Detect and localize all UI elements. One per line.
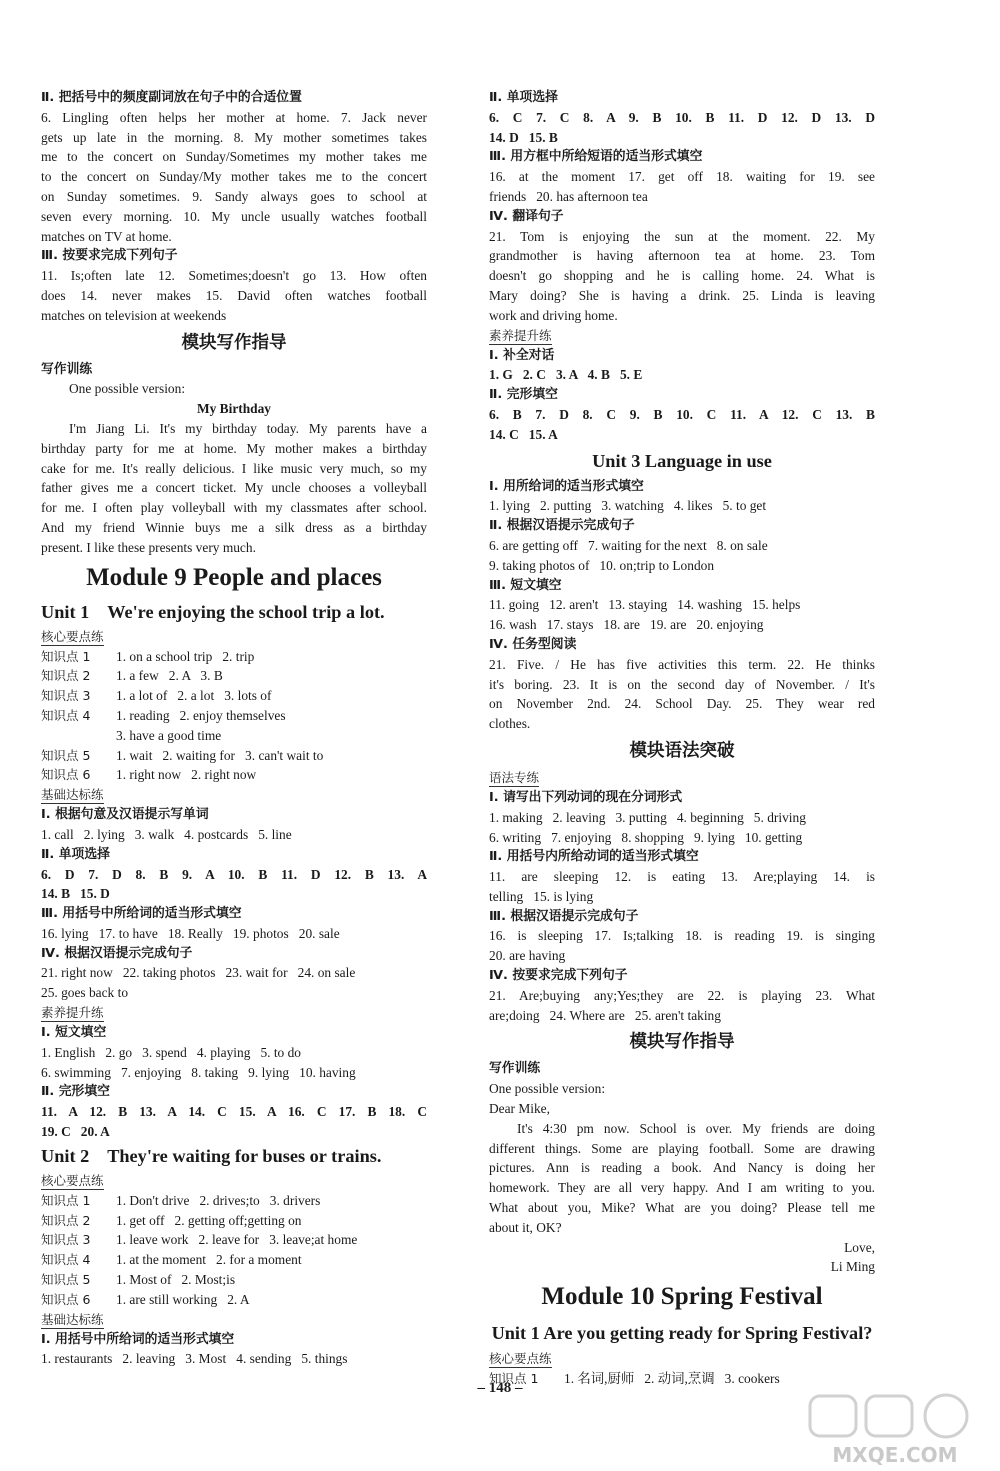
- unit-title: Unit 1 Are you getting ready for Spring Festival?: [491, 1323, 873, 1344]
- exercise-tag: 核心要点练: [41, 1172, 104, 1188]
- knowledge-point-label: 知识点 2: [41, 668, 91, 684]
- section-heading: Ⅳ. 根据汉语提示完成句子: [41, 945, 193, 961]
- answer-line: 16. wash 17. stays 18. are 19. are 20. enjoying: [489, 617, 764, 633]
- section-heading: Ⅱ. 完形填空: [489, 387, 558, 403]
- knowledge-point-row: [41, 706, 427, 726]
- knowledge-point-answers: 1. get off 2. getting off;getting on: [116, 1212, 302, 1228]
- answer-line: seven every morning. 10. My uncle usually watches football: [41, 208, 427, 224]
- answer-line: gets up late in the morning. 8. My mother sometimes takes: [41, 129, 427, 145]
- exercise-tag: 基础达标练: [41, 787, 104, 803]
- exercise-tag: 语法专练: [489, 769, 540, 785]
- knowledge-point-row: [41, 765, 427, 785]
- answer-line: to the concert on Sunday/My mother takes me to the concert: [41, 169, 427, 185]
- answer-line: 1. G 2. C 3. A 4. B 5. E: [489, 367, 643, 383]
- answer-line: 11. going 12. aren't 13. staying 14. washing 15. helps: [489, 597, 801, 613]
- knowledge-point-label: 知识点 3: [41, 1232, 91, 1248]
- knowledge-point-answers: 1. right now 2. right now: [116, 767, 257, 783]
- answer-line: 1. restaurants 2. leaving 3. Most 4. sending 5. things: [41, 1351, 348, 1367]
- exercise-tag: 核心要点练: [489, 1351, 552, 1367]
- knowledge-point-label: 知识点 4: [41, 1252, 91, 1268]
- answer-line: 20. are having: [489, 948, 566, 964]
- answer-line: 6. swimming 7. enjoying 8. taking 9. lying 10. having: [41, 1064, 356, 1080]
- knowledge-point-answers: 1. Don't drive 2. drives;to 3. drivers: [116, 1192, 321, 1208]
- knowledge-point-answers: 1. on a school trip 2. trip: [116, 648, 255, 664]
- answer-line: 1. call 2. lying 3. walk 4. postcards 5. line: [41, 826, 292, 842]
- section-heading: Ⅰ. 用所给词的适当形式填空: [489, 478, 644, 494]
- svg-text:MXQE.COM: MXQE.COM: [832, 1443, 958, 1467]
- knowledge-point-answers: 1. reading 2. enjoy themselves: [116, 707, 286, 723]
- answer-line: different things. Some are playing football. Some are drawing: [489, 1140, 875, 1156]
- answer-line: clothes.: [489, 716, 531, 732]
- knowledge-point-answers: 1. leave work 2. leave for 3. leave;at home: [116, 1232, 358, 1248]
- knowledge-point-answers: 1. are still working 2. A: [116, 1291, 250, 1307]
- exercise-tag: 基础达标练: [41, 1311, 104, 1327]
- section-heading: Ⅰ. 根据句意及汉语提示写单词: [41, 807, 209, 823]
- section-heading: Ⅳ. 翻译句子: [489, 208, 564, 224]
- answer-line: 19. C 20. A: [41, 1124, 110, 1140]
- knowledge-point-row: [41, 666, 427, 686]
- section-heading: Ⅲ. 根据汉语提示完成句子: [489, 908, 639, 924]
- unit-title: Unit 2 They're waiting for buses or trains.: [41, 1145, 382, 1166]
- knowledge-point-answers: 1. a few 2. A 3. B: [116, 668, 223, 684]
- answer-line: 6. C 7. C 8. A 9. B 10. B 11. D 12. D 13. D: [489, 109, 875, 125]
- knowledge-point-label: 知识点 6: [41, 1291, 91, 1307]
- answer-line: telling 15. is lying: [489, 888, 594, 904]
- knowledge-point-row: [41, 1250, 427, 1270]
- exercise-tag-row: [41, 785, 427, 805]
- answer-line: One possible version:: [489, 1081, 606, 1097]
- answer-line: 21. right now 22. taking photos 23. wait for 24. on sale: [41, 965, 356, 981]
- knowledge-point-row: [41, 1211, 427, 1231]
- answer-line: Dear Mike,: [489, 1101, 550, 1117]
- answer-line: matches on television at weekends: [41, 307, 227, 323]
- knowledge-point-row: [41, 1191, 427, 1211]
- answer-line: friends 20. has afternoon tea: [489, 188, 648, 204]
- knowledge-point-label: 知识点 1: [41, 1192, 91, 1208]
- knowledge-point-label: 知识点 1: [41, 648, 91, 664]
- exercise-tag-row: [41, 1171, 427, 1191]
- exercise-tag: 核心要点练: [41, 628, 104, 644]
- knowledge-point-answers: 1. a lot of 2. a lot 3. lots of: [116, 688, 272, 704]
- answer-line: present. I like these presents very much.: [41, 539, 256, 555]
- section-heading: Ⅲ. 用括号中所给词的适当形式填空: [41, 906, 242, 922]
- answer-line: father gives me a concert ticket. My uncle chooses a volleyball: [41, 480, 427, 496]
- answer-line: 6. B 7. D 8. C 9. B 10. C 11. A 12. C 13. B: [489, 406, 875, 422]
- section-heading: Ⅱ. 用括号内所给动词的适当形式填空: [489, 849, 699, 865]
- exercise-tag-row: [489, 1349, 875, 1369]
- knowledge-point-row: [41, 647, 427, 667]
- knowledge-point-answers: 1. Most of 2. Most;is: [116, 1272, 236, 1288]
- module-title: Module 9 People and places: [86, 563, 382, 591]
- answer-line: 14. C 15. A: [489, 426, 558, 442]
- answer-line: 1. English 2. go 3. spend 4. playing 5. to do: [41, 1044, 301, 1060]
- answer-line: me to the concert on Sunday/Sometimes my mother takes me: [41, 149, 427, 165]
- knowledge-point-row: [41, 1230, 427, 1250]
- exercise-tag-row: [489, 768, 875, 788]
- answer-line: does 14. never makes 15. David often watches football: [41, 287, 427, 303]
- knowledge-point-row: [41, 686, 427, 706]
- answer-line: 6. D 7. D 8. B 9. A 10. B 11. D 12. B 13. A: [41, 866, 427, 882]
- answer-line: 21. Tom is enjoying the sun at the moment. 22. My: [489, 228, 875, 244]
- answer-line: 11. A 12. B 13. A 14. C 15. A 16. C 17. B 18. C: [41, 1104, 427, 1120]
- section-heading: Ⅱ. 单项选择: [41, 846, 110, 862]
- knowledge-point-label: 知识点 1: [489, 1371, 539, 1387]
- answer-line: 16. lying 17. to have 18. Really 19. photos 20. sale: [41, 925, 340, 941]
- section-heading: Ⅲ. 短文填空: [489, 577, 562, 593]
- answer-line: 6. are getting off 7. waiting for the next 8. on sale: [489, 537, 768, 553]
- answer-line: for me. I often play volleyball with my classmates after school.: [41, 500, 427, 516]
- answer-line: are;doing 24. Where are 25. aren't taking: [489, 1007, 721, 1023]
- answer-line: 21. Five. / He has five activities this term. 22. He thinks: [489, 656, 875, 672]
- section-heading: Ⅱ. 根据汉语提示完成句子: [489, 518, 635, 534]
- essay-line: It's 4:30 pm now. School is over. My friends are doing: [517, 1120, 875, 1136]
- page-number: – 148 –: [477, 1380, 523, 1396]
- knowledge-point-answers: 1. 名词,厨师 2. 动词,烹调 3. cookers: [564, 1371, 780, 1387]
- section-heading: Ⅰ. 用括号中所给词的适当形式填空: [41, 1331, 235, 1347]
- answer-line: 14. B 15. D: [41, 886, 110, 902]
- answer-line: 16. at the moment 17. get off 18. waiting for 19. see: [489, 169, 875, 185]
- answer-line: grandmother is having afternoon tea at home. 23. Tom: [489, 248, 875, 264]
- knowledge-point-label: 知识点 6: [41, 767, 91, 783]
- answer-line: 9. taking photos of 10. on;trip to London: [489, 557, 715, 573]
- answer-line: doesn't go shopping and he is calling home. 24. What is: [489, 268, 875, 284]
- knowledge-point-answers: 1. at the moment 2. for a moment: [116, 1252, 302, 1268]
- section-heading: Ⅲ. 用方框中所给短语的适当形式填空: [489, 149, 703, 165]
- knowledge-point-label: 知识点 5: [41, 747, 91, 763]
- module-title: Module 10 Spring Festival: [541, 1283, 823, 1311]
- knowledge-point-row: [41, 726, 427, 746]
- answer-line: about it, OK?: [489, 1219, 562, 1235]
- left-column: [41, 88, 427, 1369]
- answer-line: 6. writing 7. enjoying 8. shopping 9. lying 10. getting: [489, 829, 803, 845]
- section-heading: Ⅱ. 把括号中的频度副词放在句子中的合适位置: [41, 90, 302, 105]
- answer-line: What about you, Mike? What are you doing? Please tell me: [489, 1200, 875, 1216]
- unit-title: Unit 1 We're enjoying the school trip a lot.: [41, 601, 385, 622]
- answer-line: work and driving home.: [489, 307, 618, 323]
- knowledge-point-label: 知识点 4: [41, 707, 91, 723]
- answer-line: matches on TV at home.: [41, 228, 172, 244]
- answer-line: homework. They are all very happy. And I am writing to you.: [489, 1180, 875, 1196]
- answer-line: it's boring. 23. It is on the second day of November. / It's: [489, 676, 875, 692]
- section-heading: Ⅱ. 完形填空: [41, 1084, 110, 1100]
- section-heading: Ⅰ. 补全对话: [489, 347, 555, 363]
- section-heading: 写作训练: [41, 361, 93, 377]
- unit-title: Unit 3 Language in use: [592, 450, 772, 471]
- module-section-title: 模块语法突破: [629, 740, 735, 761]
- knowledge-point-row: [41, 1270, 427, 1290]
- knowledge-point-label: 知识点 5: [41, 1272, 91, 1288]
- essay-line: I'm Jiang Li. It's my birthday today. My parents have a: [69, 420, 427, 436]
- answer-line: 1. making 2. leaving 3. putting 4. beginning 5. driving: [489, 809, 806, 825]
- knowledge-point-label: 知识点 2: [41, 1212, 91, 1228]
- module-section-title: 模块写作指导: [629, 1032, 735, 1053]
- answer-line: 16. is sleeping 17. Is;talking 18. is reading 19. is singing: [489, 928, 875, 944]
- watermark-logo: [800, 1392, 990, 1470]
- answer-line: Mary doing? She is having a drink. 25. Linda is leaving: [489, 287, 875, 303]
- answer-line: 11. Is;often late 12. Sometimes;doesn't go 13. How often: [41, 268, 427, 284]
- right-column: [489, 88, 875, 1389]
- section-heading: Ⅱ. 单项选择: [489, 90, 558, 105]
- section-heading: 写作训练: [489, 1061, 541, 1077]
- signature-line: Li Ming: [830, 1259, 875, 1275]
- exercise-tag-row: [489, 326, 875, 346]
- knowledge-point-row: [41, 746, 427, 766]
- section-heading: Ⅰ. 请写出下列动词的现在分词形式: [489, 789, 683, 805]
- section-heading: Ⅳ. 任务型阅读: [489, 636, 577, 652]
- answer-line: 21. Are;buying any;Yes;they are 22. is playing 23. What: [489, 987, 875, 1003]
- exercise-tag-row: [41, 1310, 427, 1330]
- answer-line: And my friend Winnie buys me a silk dress as a birthday: [41, 519, 427, 535]
- answer-line: cake for me. It's really delicious. I like music very much, so my: [41, 460, 427, 476]
- exercise-tag-row: [41, 627, 427, 647]
- section-heading: Ⅰ. 短文填空: [41, 1025, 107, 1041]
- exercise-tag: 素养提升练: [489, 327, 552, 343]
- knowledge-point-answers: 3. have a good time: [116, 727, 222, 743]
- answer-line: birthday party for me at home. My mother makes a birthday: [41, 440, 427, 456]
- knowledge-point-row: [41, 1290, 427, 1310]
- exercise-tag-row: [41, 1003, 427, 1023]
- knowledge-point-answers: 1. wait 2. waiting for 3. can't wait to: [116, 747, 324, 763]
- answer-line: 25. goes back to: [41, 985, 129, 1001]
- section-heading: Ⅲ. 按要求完成下列句子: [41, 248, 178, 264]
- answer-line: 1. lying 2. putting 3. watching 4. likes 5. to get: [489, 498, 767, 514]
- text-line: One possible version:: [69, 381, 186, 397]
- answer-line: 14. D 15. B: [489, 129, 558, 145]
- answer-line: 6. Lingling often helps her mother at home. 7. Jack never: [41, 109, 427, 125]
- section-heading: Ⅳ. 按要求完成下列句子: [489, 968, 628, 984]
- answer-line: pictures. Ann is reading a book. And Nancy is doing her: [489, 1160, 875, 1176]
- answer-line: on Sunday sometimes. 9. Sandy always goes to school at: [41, 188, 427, 204]
- answer-line: 11. are sleeping 12. is eating 13. Are;playing 14. is: [489, 869, 875, 885]
- module-section-title: 模块写作指导: [181, 332, 287, 353]
- essay-title: My Birthday: [196, 401, 272, 417]
- signature-line: Love,: [844, 1239, 875, 1255]
- answer-line: on November 2nd. 24. School Day. 25. They wear red: [489, 696, 875, 712]
- knowledge-point-label: 知识点 3: [41, 688, 91, 704]
- exercise-tag: 素养提升练: [41, 1005, 104, 1021]
